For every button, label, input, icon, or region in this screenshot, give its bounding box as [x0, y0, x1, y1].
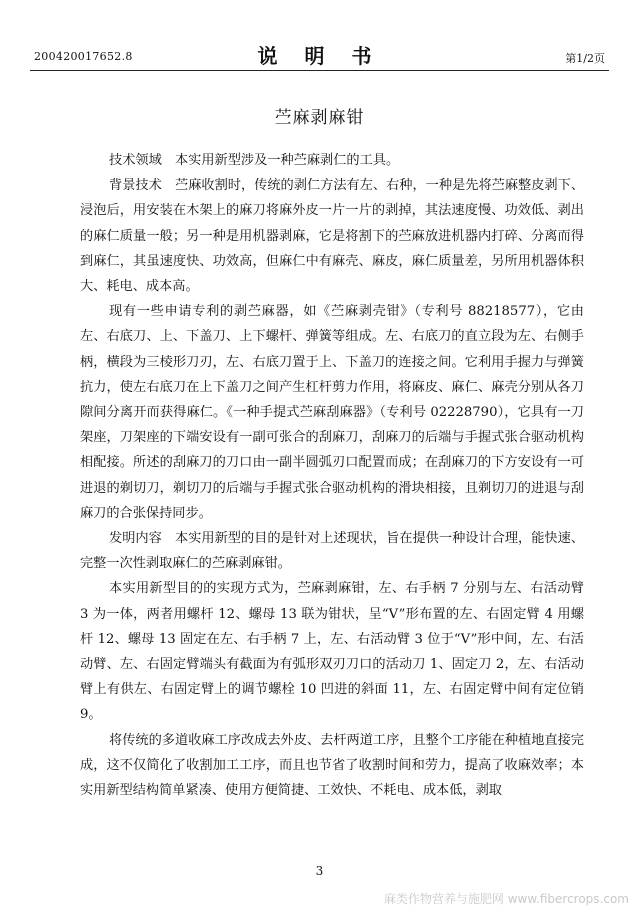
paragraph-text: 现有一些申请专利的剥苎麻器，如《苎麻剥壳钳》（专利号 88218577），它由左、右底刀、上、下盖刀、上下螺杆、弹簧等组成。左、右底刀的直立段为左、右侧手柄，横段为三棱形刀刃，左、右底刀置于上、下盖刀的连接之间。它利用手握力与弹簧抗力，使左右底刀在上下盖刀之间产生杠杆剪力作用，将麻皮、麻仁、麻壳分别从各刀隙间分离开而获得麻仁。《一种手提式苎麻刮麻器》（专利号 02228790），它具有一刀架座，刀架座的下端安设有一副可张合的刮麻刀，刮麻刀的后端与手握式张合驱动机构相配接。所述的刮麻刀的刀口由一副半圆弧刃口配置而成；在刮麻刀的下方安设有一可进退的剃切刀，剃切刀的后端与手握式张合驱动机构的滑块相接，且剃切刀的进退与刮麻刀的合张保持同步。 [80, 304, 584, 521]
paragraph-text: 本实用新型的目的是针对上述现状，旨在提供一种设计合理，能快速、完整一次性剥取麻仁的苎麻剥麻钳。 [80, 531, 585, 572]
section-label: 背景技术 [109, 178, 162, 194]
application-number: 200420017652.8 [34, 50, 133, 63]
header-rule [30, 70, 609, 71]
paragraph-background [80, 173, 584, 299]
section-label: 技术领域 [109, 153, 162, 168]
paragraph-text: 本实用新型涉及一种苎麻剥仁的工具。 [174, 153, 400, 168]
paragraph-invention-content [80, 526, 584, 576]
paragraph-text: 苎麻收割时，传统的剥仁方法有左、右种，一种是先将苎麻整皮剥下、浸泡后，用安装在木架上的麻刀将麻外皮一片一片的剥掉，其法速度慢、功效低、剥出的麻仁质量一般；另一种是用机器剥麻，它是将割下的苎麻放进机器内打碎、分离而得到麻仁，其虽速度快、功效高，但麻仁中有麻壳、麻皮，麻仁质量差，另所用机器体积大、耗电、成本高。 [80, 178, 585, 295]
paragraph-technical-field [80, 148, 584, 173]
paragraph-text: 将传统的多道收麻工序改成去外皮、去杆两道工序，且整个工序能在种植地直接完成，这不仅简化了收割加工工序，而且也节省了收割时间和劳力，提高了收麻效率；本实用新型结构简单紧凑、使用方便简捷、工效快、不耗电、成本低，剥取 [80, 732, 584, 799]
paragraph-prior-art [80, 299, 584, 526]
document-type-heading: 说 明 书 [257, 44, 382, 68]
page-number: 3 [315, 864, 324, 878]
paragraph-advantages [80, 728, 584, 804]
document-title: 苎麻剥麻钳 [274, 108, 365, 128]
document-body [80, 148, 584, 803]
paragraph-text: 本实用新型目的的实现方式为，苎麻剥麻钳，左、右手柄 7 分别与左、右活动臂 3 为一体，两者用螺杆 12、螺母 13 联为钳状，呈“V”形布置的左、右固定臂 4 用螺杆 12、螺母 13 固定在左、右手柄 7 上，左、右活动臂 3 位于“V”形中间，左、右活动臂、左、右固定臂端头有截面为有弧形双刃刀口的活动刀 1、固定刀 2，左、右活动臂上有供左、右固定臂上的调节螺栓 10 凹进的斜面 11，左、右固定臂中间有定位销 9。 [80, 581, 584, 723]
page-info: 第1/2页 [565, 52, 605, 65]
paragraph-implementation [80, 576, 584, 727]
site-watermark: 麻类作物营养与施肥网 www.fibercrops.com [383, 892, 629, 906]
section-label: 发明内容 [109, 531, 162, 547]
